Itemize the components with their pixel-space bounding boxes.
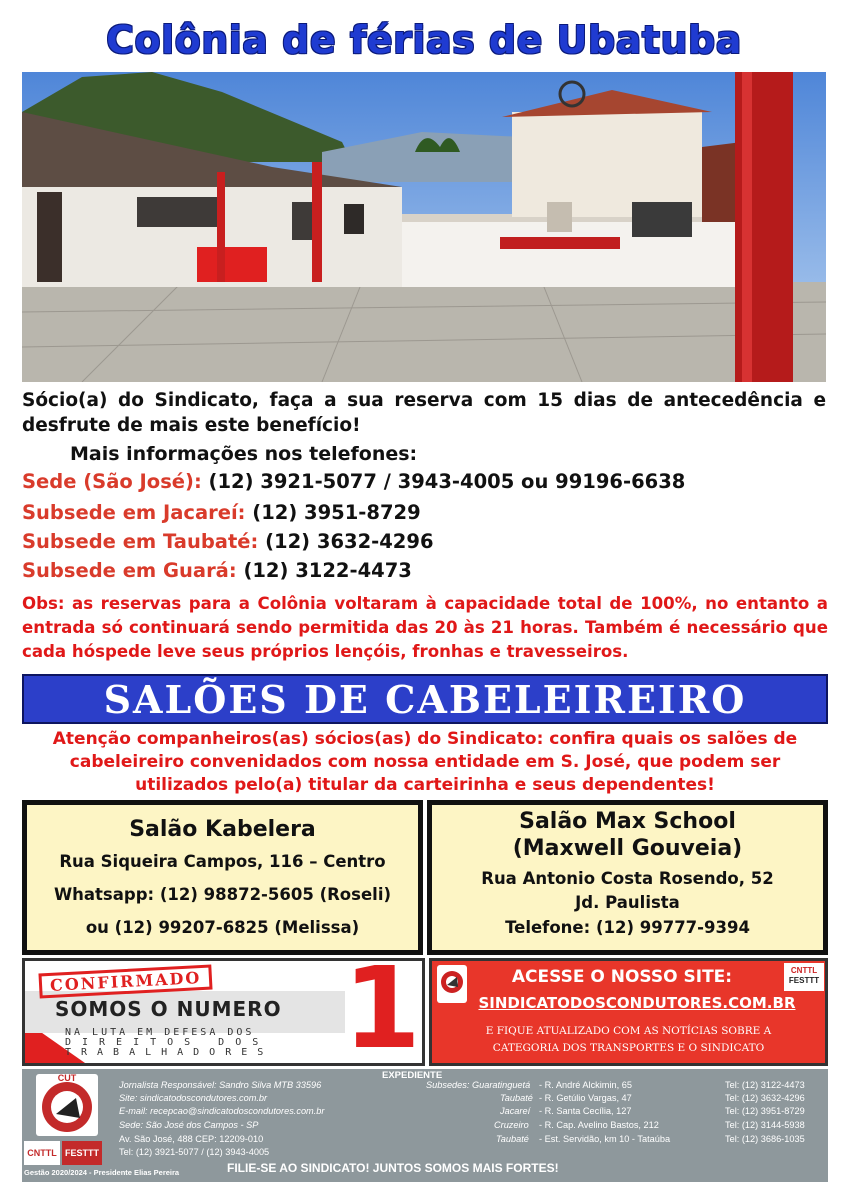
salon-name: Salão Kabelera (129, 817, 316, 842)
phone-label: Subsede em Jacareí: (22, 501, 246, 524)
footer-journalist: Jornalista Responsável: Sandro Silva MTB 33596 (119, 1080, 322, 1090)
phone-guara (22, 559, 412, 582)
salon-phone-alt: ou (12) 99207-6825 (Melissa) (85, 918, 360, 937)
site-line1: E FIQUE ATUALIZADO COM AS NOTÍCIAS SOBRE A (485, 1025, 772, 1037)
cnttl-logo-text: CNTTL (27, 1148, 57, 1158)
festtt-logo-text: FESTTT (65, 1148, 99, 1158)
footer-email[interactable]: E-mail: recepcao@sindicatodoscondutores.com.br (119, 1106, 325, 1116)
subsede-city: Cruzeiro (494, 1120, 529, 1130)
site-url-link[interactable]: SINDICATODOSCONDUTORES.COM.BR (478, 994, 796, 1012)
footer-gestao: Gestão 2020/2024 - Presidente Elias Pereira (24, 1168, 180, 1177)
more-info-heading: Mais informações nos telefones: (70, 443, 418, 465)
cnttl-festtt-logo-icon (784, 963, 824, 991)
phone-label: Subsede em Taubaté: (22, 530, 259, 553)
saloes-banner (22, 674, 828, 724)
phone-value: (12) 3951-8729 (252, 501, 421, 524)
obs-text: Obs: as reservas para a Colônia voltaram à capacidade total de 100%, no entanto a entrada só continuará sendo permitida das 20 às 21 horas. Também é necessário que cada hóspede leve seus próprios lençóis, fronhas e travesseiros. (22, 594, 828, 661)
festtt-logo-text: FESTTT (788, 976, 820, 985)
festtt-logo-icon (62, 1141, 102, 1165)
site-heading: ACESSE O NOSSO SITE: (511, 967, 733, 987)
subsede-city: Jacareí (500, 1106, 531, 1116)
subsede-addr: - R. André Alckimin, 65 (539, 1080, 632, 1090)
subsede-tel: Tel: (12) 3122-4473 (725, 1080, 805, 1090)
subsede-tel: Tel: (12) 3951-8729 (725, 1106, 805, 1116)
footer-address: Av. São José, 488 CEP: 12209-010 (119, 1134, 264, 1144)
salon-owner: (Maxwell Gouveia) (512, 836, 743, 861)
phone-taubate (22, 530, 434, 553)
salon-address: Rua Siqueira Campos, 116 – Centro (59, 852, 386, 871)
subsede-addr: - R. Santa Cecília, 127 (539, 1106, 632, 1116)
colony-photo (22, 72, 826, 382)
cnttl-logo-icon (24, 1141, 60, 1165)
phone-sede (22, 470, 685, 493)
phone-label: Subsede em Guará: (22, 559, 237, 582)
footer-slogan: FILIE-SE AO SINDICATO! JUNTOS SOMOS MAIS FORTES! (227, 1161, 559, 1175)
site-line2: CATEGORIA DOS TRANSPORTES E O SINDICATO (492, 1042, 765, 1054)
phone-value: (12) 3632-4296 (265, 530, 434, 553)
somos-line2: DIREITOS DOS (65, 1037, 270, 1048)
cut-logo-text: CUT (57, 1073, 77, 1083)
page-title: Colônia de férias de Ubatuba (106, 18, 742, 62)
site-banner (429, 958, 828, 1066)
subsede-tel: Tel: (12) 3144-5938 (725, 1120, 805, 1130)
phone-value: (12) 3122-4473 (243, 559, 412, 582)
intro-text: Sócio(a) do Sindicato, faça a sua reserva com 15 dias de antecedência e desfrute de mais este benefício! (22, 390, 826, 436)
cnttl-logo-text: CNTTL (790, 966, 818, 975)
salon-name: Salão Max School (519, 809, 736, 834)
subsede-addr: - R. Cap. Avelino Bastos, 212 (539, 1120, 659, 1130)
somos-line1: NA LUTA EM DEFESA DOS (65, 1027, 255, 1038)
footer-tel: Tel: (12) 3921-5077 / (12) 3943-4005 (119, 1147, 270, 1157)
salon-phone: Whatsapp: (12) 98872-5605 (Roseli) (53, 885, 392, 904)
footer-site[interactable]: Site: sindicatodoscondutores.com.br (119, 1093, 268, 1103)
number-one: 1 (343, 958, 421, 1066)
somos-headline: SOMOS O NUMERO (55, 997, 282, 1021)
subsede-city: Subsedes: Guaratinguetá (426, 1080, 531, 1090)
footer-expediente (22, 1069, 828, 1182)
subsede-city: Taubaté (496, 1134, 529, 1144)
subsede-tel: Tel: (12) 3686-1035 (725, 1134, 805, 1144)
footer-sede: Sede: São José dos Campos - SP (119, 1120, 259, 1130)
confirmado-stamp: CONFIRMADO (38, 964, 212, 998)
atencao-text: Atenção companheiros(as) sócios(as) do Sindicato: confira quais os salões de cabeleireiro convenidados com nossa entidade em S. José, que podem ser utilizados pelo(a) titular da carteirinha e seus dependentes! (52, 729, 798, 795)
salon-address: Rua Antonio Costa Rosendo, 52 (481, 869, 774, 888)
saloes-title: SALÕES DE CABELEIREIRO (103, 676, 747, 722)
subsede-tel: Tel: (12) 3632-4296 (725, 1093, 805, 1103)
subsede-addr: - R. Getúlio Vargas, 47 (539, 1093, 632, 1103)
union-logo-icon (437, 965, 467, 1003)
phone-jacarei (22, 501, 421, 524)
salon-phone: Telefone: (12) 99777-9394 (505, 918, 750, 937)
salon-max-school-card (427, 800, 828, 955)
phone-label: Sede (São José): (22, 470, 202, 493)
salon-kabelera-card (22, 800, 423, 955)
phone-value: (12) 3921-5077 / 3943-4005 ou 99196-6638 (208, 470, 686, 493)
expediente-heading: EXPEDIENTE (382, 1070, 443, 1081)
subsede-city: Taubaté (500, 1093, 533, 1103)
subsede-addr: - Est. Servidão, km 10 - Tataúba (539, 1134, 671, 1144)
somos-line3: TRABALHADORES (65, 1047, 274, 1058)
cut-logo-icon (36, 1074, 98, 1136)
somos-numero-1-banner (22, 958, 425, 1066)
salon-district: Jd. Paulista (575, 893, 680, 912)
